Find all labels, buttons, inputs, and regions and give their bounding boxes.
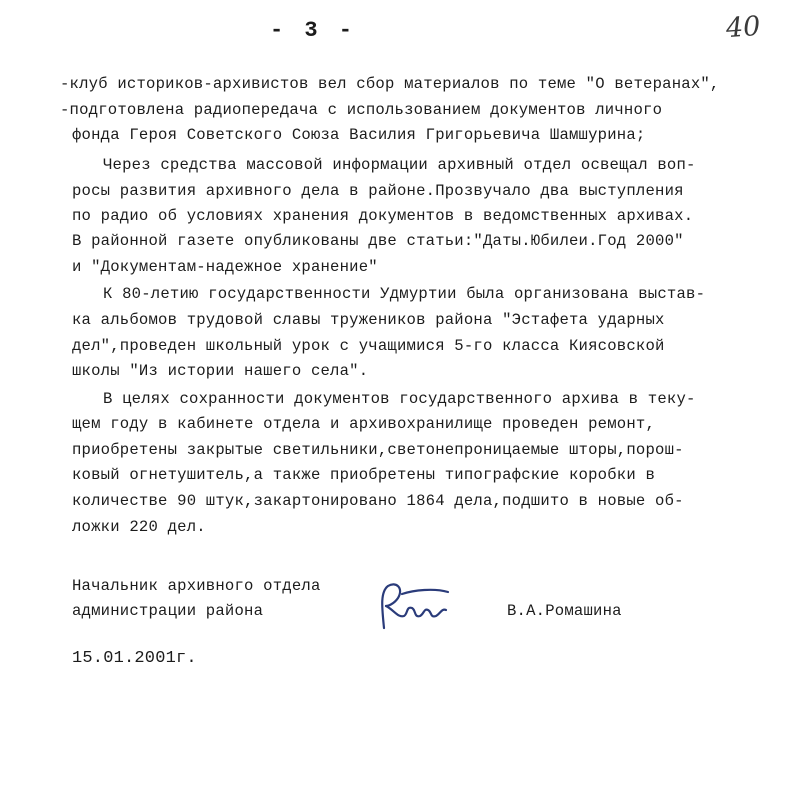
handwritten-signature <box>374 578 454 640</box>
text-line: -клуб историков-архивистов вел сбор материалов по теме "О ветеранах", <box>60 75 720 93</box>
text-line: фонда Героя Советского Союза Василия Григорьевича Шамшурина; <box>72 126 646 144</box>
text-line: по радио об условиях хранения документов в ведомственных архивах. <box>72 207 694 225</box>
signatory-name: В.А.Ромашина <box>507 602 622 620</box>
text-line: и "Документам-надежное хранение" <box>72 258 378 276</box>
text-line: школы "Из истории нашего села". <box>72 362 369 380</box>
document-date: 15.01.2001г. <box>72 649 197 668</box>
handwritten-archive-number: 40 <box>724 10 762 45</box>
text-line: ка альбомов трудовой славы тружеников района "Эстафета ударных <box>72 311 665 329</box>
text-line: количестве 90 штук,закартонировано 1864 дела,подшито в новые об- <box>72 492 684 510</box>
page-number: - 3 - <box>270 18 357 43</box>
text-line: -подготовлена радиопередача с использованием документов личного <box>60 101 663 119</box>
text-line: приобретены закрытые светильники,светонепроницаемые шторы,порош- <box>72 441 684 459</box>
text-line: ковый огнетушитель,а также приобретены типографские коробки в <box>72 466 656 484</box>
paragraph-first-line: К 80-летию государственности Удмуртии была организована выстав- <box>103 285 706 303</box>
text-line: дел",проведен школьный урок с учащимися 5-го класса Киясовской <box>72 337 665 355</box>
paragraph-first-line: В целях сохранности документов государственного архива в теку- <box>103 390 696 408</box>
paragraph-first-line: Через средства массовой информации архивный отдел освещал воп- <box>103 156 696 174</box>
text-line: росы развития архивного дела в районе.Прозвучало два выступления <box>72 182 684 200</box>
signatory-position: Начальник архивного отдела <box>72 577 321 595</box>
signatory-department: администрации района <box>72 602 264 620</box>
text-line: В районной газете опубликованы две статьи:"Даты.Юбилеи.Год 2000" <box>72 232 684 250</box>
text-line: щем году в кабинете отдела и архивохранилище проведен ремонт, <box>72 415 656 433</box>
text-line: ложки 220 дел. <box>72 518 206 536</box>
